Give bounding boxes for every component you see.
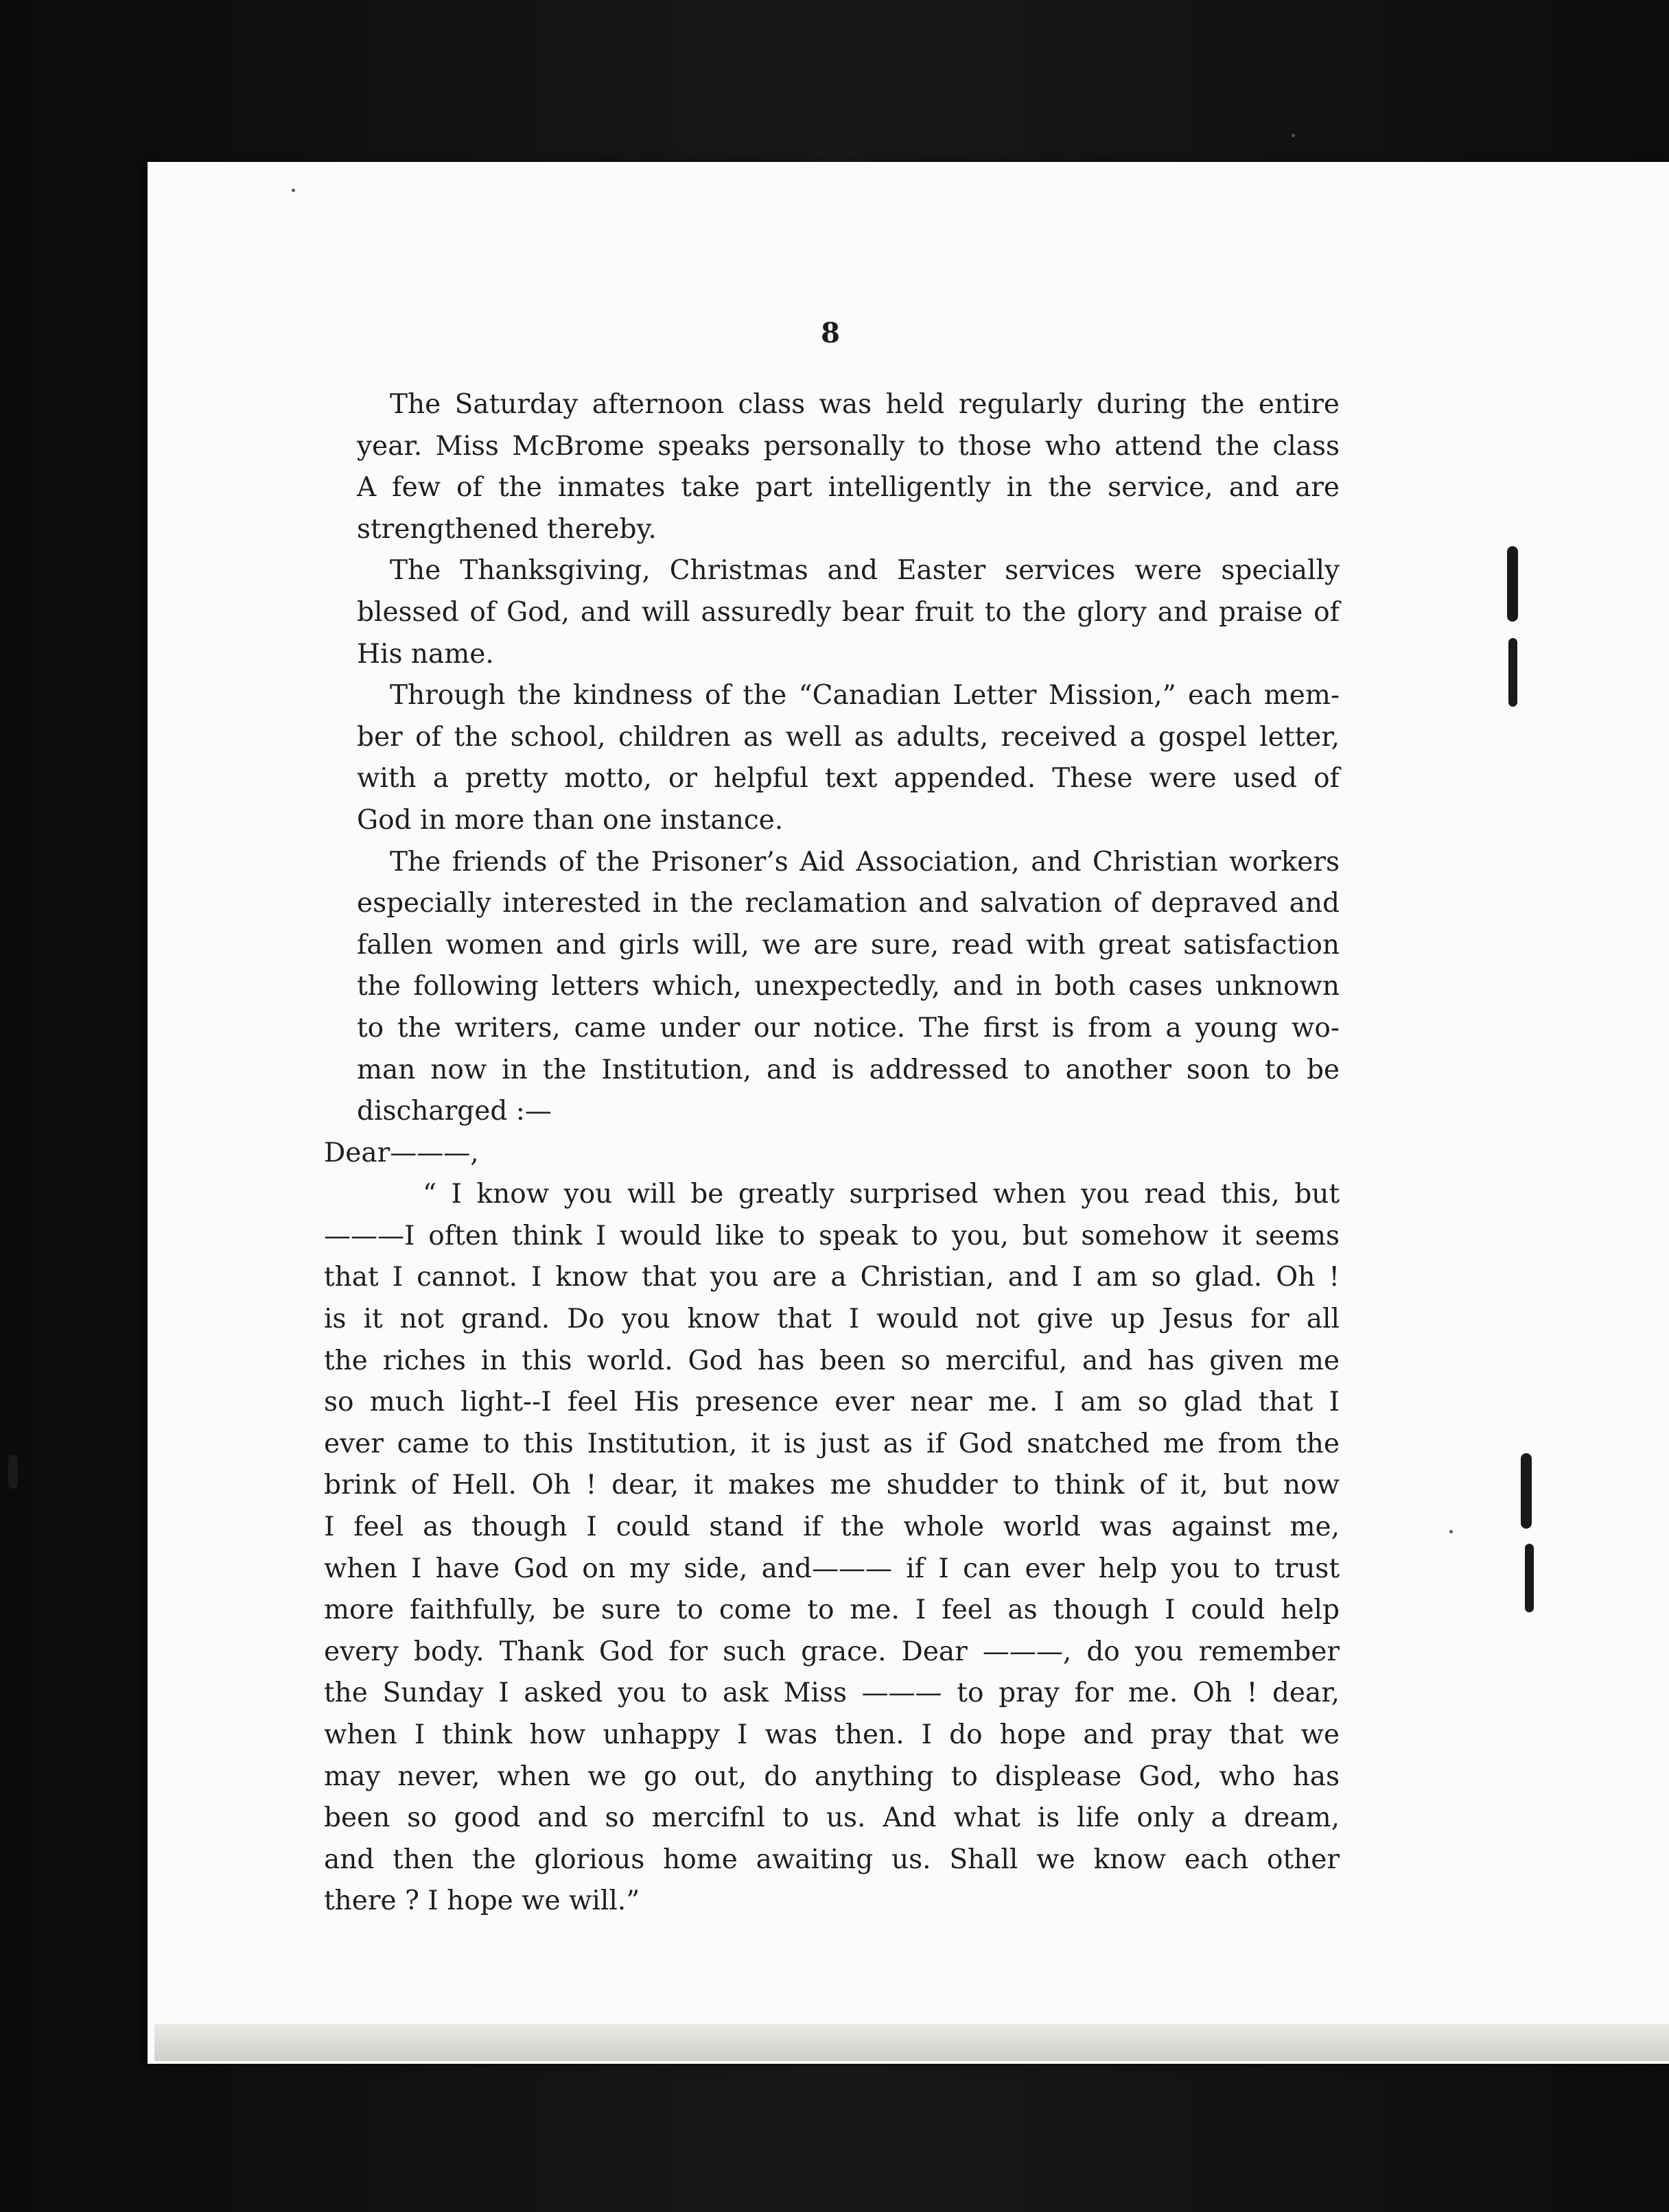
body-text — [324, 384, 1340, 1922]
text-line: there ? I hope we will.” — [324, 1885, 640, 1917]
letter-body — [324, 1174, 1340, 1922]
binding-mark — [1508, 638, 1517, 707]
page-number: 8 — [821, 317, 840, 349]
text-line: year. Miss McBrome speaks personally to those who attend the class — [357, 430, 1340, 462]
text-line: the riches in this world. God has been so merciful, and has given me — [324, 1345, 1340, 1376]
text-line: man now in the Institution, and is addressed to another soon to be — [357, 1054, 1340, 1085]
paragraph — [324, 842, 1340, 1133]
text-line: and then the glorious home awaiting us. Shall we know each other — [324, 1844, 1340, 1875]
text-line: A few of the inmates take part intelligently in the service, and are — [357, 472, 1340, 504]
text-line: to the writers, came under our notice. The first is from a young wo- — [357, 1012, 1340, 1044]
text-line: when I have God on my side, and——— if I can ever help you to trust — [324, 1553, 1340, 1584]
text-line: the following letters which, unexpectedly, and in both cases unknown — [357, 971, 1340, 1002]
paragraph — [324, 550, 1340, 675]
text-line: The Thanksgiving, Christmas and Easter services were specially — [390, 555, 1340, 587]
text-line: may never, when we go out, do anything to displease God, who has — [324, 1761, 1340, 1792]
text-line: The Saturday afternoon class was held regularly during the entire — [390, 389, 1340, 420]
text-line: ever came to this Institution, it is just as if God snatched me from the — [324, 1428, 1340, 1459]
text-line: fallen women and girls will, we are sure, read with great satisfaction — [357, 929, 1340, 961]
text-line: especially interested in the reclamation and salvation of depraved and — [357, 888, 1340, 919]
text-line: brink of Hell. Oh ! dear, it makes me shudder to think of it, but now — [324, 1470, 1340, 1501]
text-line: that I cannot. I know that you are a Christian, and I am so glad. Oh ! — [324, 1262, 1340, 1293]
text-line: with a pretty motto, or helpful text appended. These were used of — [357, 763, 1340, 795]
letter-salutation: Dear———, — [324, 1137, 479, 1168]
text-line: every body. Thank God for such grace. Dear ———, do you remember — [324, 1636, 1340, 1667]
text-line: Through the kindness of the “Canadian Letter Mission,” each mem- — [390, 680, 1340, 711]
text-line: The friends of the Prisoner’s Aid Association, and Christian workers — [390, 846, 1340, 878]
scan-speck — [292, 189, 295, 192]
binding-mark — [1525, 1544, 1534, 1612]
text-line: ber of the school, children as well as adults, received a gospel letter, — [357, 721, 1340, 753]
paragraph — [324, 384, 1340, 550]
text-line: ———I often think I would like to speak to you, but somehow it seems — [324, 1220, 1340, 1251]
text-line: is it not grand. Do you know that I would not give up Jesus for all — [324, 1304, 1340, 1335]
text-line: discharged :— — [357, 1096, 552, 1127]
text-line: “ I know you will be greatly surprised when you read this, but — [423, 1179, 1340, 1210]
scan-speck — [1449, 1530, 1453, 1533]
text-line: I feel as though I could stand if the whole world was against me, — [324, 1511, 1340, 1543]
page-bottom-edge — [154, 2024, 1669, 2061]
text-line: His name. — [357, 638, 494, 670]
text-line: when I think how unhappy I was then. I do hope and pray that we — [324, 1719, 1340, 1750]
scan-speck — [1292, 134, 1295, 137]
text-line: blessed of God, and will assuredly bear fruit to the glory and praise of — [357, 596, 1340, 628]
binding-mark — [8, 1455, 18, 1489]
text-line: been so good and so mercifnl to us. And what is life only a dream, — [324, 1802, 1340, 1834]
text-line: strengthened thereby. — [357, 513, 657, 545]
text-line: so much light--I feel His presence ever near me. I am so glad that I — [324, 1387, 1340, 1418]
text-line: the Sunday I asked you to ask Miss ——— to pray for me. Oh ! dear, — [324, 1678, 1340, 1709]
binding-mark — [1507, 546, 1518, 622]
text-line: more faithfully, be sure to come to me. I feel as though I could help — [324, 1595, 1340, 1626]
text-line: God in more than one instance. — [357, 804, 784, 836]
paragraph — [324, 675, 1340, 841]
binding-mark — [1521, 1453, 1532, 1529]
